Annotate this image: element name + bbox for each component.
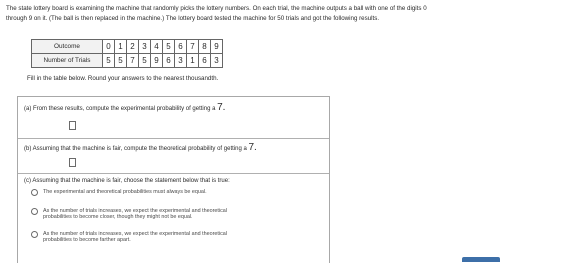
outcome-cell: 3 (139, 40, 151, 54)
part-a (18, 97, 329, 139)
outcome-cell: 0 (103, 40, 115, 54)
option-always-equal[interactable] (31, 189, 298, 196)
part-b-text: (b) Assuming that the machine is fair, compute the theoretical probability of getting a (24, 146, 247, 152)
question-panel (17, 96, 330, 263)
part-a-prompt (24, 102, 225, 113)
option-line: As the number of trials increases, we expect the experimental and theoretical (43, 208, 227, 214)
option-text (43, 231, 298, 243)
option-line: probabilities to become closer, though they might not be equal. (43, 214, 193, 220)
trials-header: Number of Trials (32, 54, 103, 68)
outcome-cell: 9 (211, 40, 223, 54)
option-line: The experimental and theoretical probabilities must always be equal. (43, 189, 207, 195)
instruction-text: Fill in the table below. Round your answers to the nearest thousandth. (27, 75, 219, 82)
outcome-row (32, 40, 223, 54)
theoretical-probability-input[interactable] (69, 158, 76, 167)
part-b-digit: 7. (248, 142, 257, 153)
outcome-cell: 2 (127, 40, 139, 54)
results-table (31, 39, 223, 68)
trials-row (32, 54, 223, 68)
intro-line-2: through 9 on it. (The ball is then replaced in the machine.) The lottery board tested the machine for 50 trials and got the following results. (6, 15, 380, 22)
outcome-header: Outcome (32, 40, 103, 54)
option-become-closer[interactable] (31, 208, 298, 220)
option-text (43, 189, 298, 195)
experimental-probability-input[interactable] (69, 121, 76, 130)
outcome-cell: 6 (175, 40, 187, 54)
part-b-prompt (24, 142, 257, 153)
trials-cell: 9 (151, 54, 163, 68)
trials-cell: 6 (163, 54, 175, 68)
radio-button[interactable] (31, 208, 38, 215)
trials-cell: 3 (175, 54, 187, 68)
trials-cell: 5 (139, 54, 151, 68)
trials-cell: 3 (211, 54, 223, 68)
part-c-prompt: (c) Assuming that the machine is fair, choose the statement below that is true: (24, 178, 230, 184)
part-b (18, 138, 329, 174)
outcome-cell: 5 (163, 40, 175, 54)
next-button[interactable] (462, 257, 500, 262)
trials-cell: 5 (103, 54, 115, 68)
outcome-cell: 7 (187, 40, 199, 54)
part-a-digit: 7. (217, 102, 226, 113)
radio-button[interactable] (31, 189, 38, 196)
trials-cell: 5 (115, 54, 127, 68)
outcome-cell: 1 (115, 40, 127, 54)
trials-cell: 6 (199, 54, 211, 68)
trials-cell: 7 (127, 54, 139, 68)
option-line: As the number of trials increases, we expect the experimental and theoretical (43, 231, 227, 237)
intro-line-1: The state lottery board is examining the machine that randomly picks the lottery numbers. On each trial, the machine outputs a ball with one of the digits 0 (6, 5, 427, 12)
part-c (18, 173, 329, 263)
trials-cell: 1 (187, 54, 199, 68)
option-text (43, 208, 298, 220)
part-a-text: (a) From these results, compute the experimental probability of getting a (24, 106, 216, 112)
option-farther-apart[interactable] (31, 231, 298, 243)
outcome-cell: 4 (151, 40, 163, 54)
outcome-cell: 8 (199, 40, 211, 54)
problem-intro (6, 4, 568, 24)
option-line: probabilities to become farther apart. (43, 237, 131, 243)
radio-button[interactable] (31, 231, 38, 238)
